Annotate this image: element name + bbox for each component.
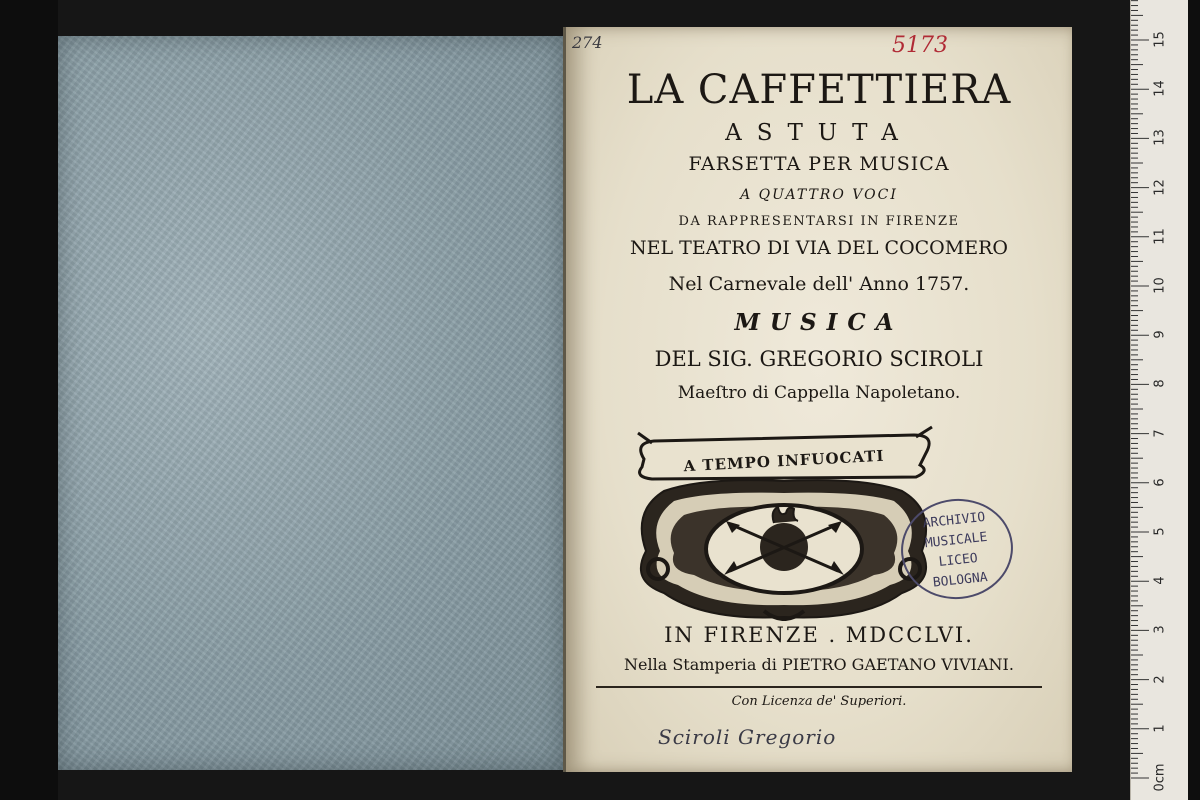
catalog-number: 5173 bbox=[892, 33, 948, 58]
voices-line: A QUATTRO VOCI bbox=[740, 187, 898, 203]
stamp-line: LICEO bbox=[937, 550, 979, 570]
composer-line: DEL SIG. GREGORIO SCIROLI bbox=[654, 347, 984, 371]
ruler-border bbox=[1188, 0, 1200, 800]
ruler-number: 7 bbox=[1152, 428, 1168, 438]
emblem-motto: A TEMPO INFUOCATI bbox=[683, 446, 885, 476]
work-subtitle: ASTUTA bbox=[725, 120, 913, 146]
stamp-line: ARCHIVIO bbox=[922, 509, 986, 532]
ruler-number: 13 bbox=[1152, 129, 1168, 147]
measurement-ruler bbox=[1130, 0, 1189, 800]
ruler-number: 1 bbox=[1152, 724, 1168, 733]
shelf-mark: 274 bbox=[572, 33, 603, 52]
stamp-line: MUSICALE bbox=[924, 529, 989, 552]
ruler-number: 10 bbox=[1152, 277, 1168, 294]
ruler-number: 0cm bbox=[1152, 763, 1168, 792]
theatre-line: NEL TEATRO DI VIA DEL COCOMERO bbox=[630, 237, 1008, 259]
license-line: Con Licenza de' Superiori. bbox=[731, 694, 907, 709]
imprint-place-line: IN FIRENZE . MDCCLVI. bbox=[664, 623, 974, 647]
ruler-number: 12 bbox=[1152, 178, 1168, 196]
season-line: Nel Carnevale dell' Anno 1757. bbox=[668, 273, 970, 295]
performance-line: DA RAPPRESENTARSI IN FIRENZE bbox=[678, 214, 960, 229]
work-title: LA CAFFETTIERA bbox=[626, 67, 1012, 113]
ruler-number: 9 bbox=[1152, 330, 1168, 339]
handwritten-note: Sciroli Gregorio bbox=[658, 725, 837, 749]
ruler-number: 15 bbox=[1152, 31, 1168, 48]
title-page bbox=[566, 27, 1072, 772]
scan-backdrop bbox=[0, 0, 58, 800]
ruler-number: 5 bbox=[1152, 527, 1168, 536]
ruler-number: 11 bbox=[1152, 228, 1168, 245]
ruler-number: 6 bbox=[1152, 478, 1168, 487]
blue-cover-page bbox=[58, 36, 565, 770]
music-heading: MUSICA bbox=[734, 309, 904, 336]
ruler-number: 8 bbox=[1152, 379, 1168, 389]
ruler-number: 3 bbox=[1152, 625, 1168, 635]
composer-title-line: Maeſtro di Cappella Napoletano. bbox=[677, 383, 961, 403]
genre-line: FARSETTA PER MUSICA bbox=[688, 153, 950, 175]
printer-emblem-woodcut bbox=[624, 421, 944, 621]
ruler-number: 14 bbox=[1152, 80, 1168, 97]
ruler-number: 4 bbox=[1152, 576, 1168, 585]
stamp-line: BOLOGNA bbox=[932, 570, 989, 591]
divider-rule bbox=[596, 686, 1042, 688]
printer-line: Nella Stamperia di PIETRO GAETANO VIVIANI. bbox=[624, 655, 1014, 674]
ruler-number: 2 bbox=[1152, 674, 1168, 684]
